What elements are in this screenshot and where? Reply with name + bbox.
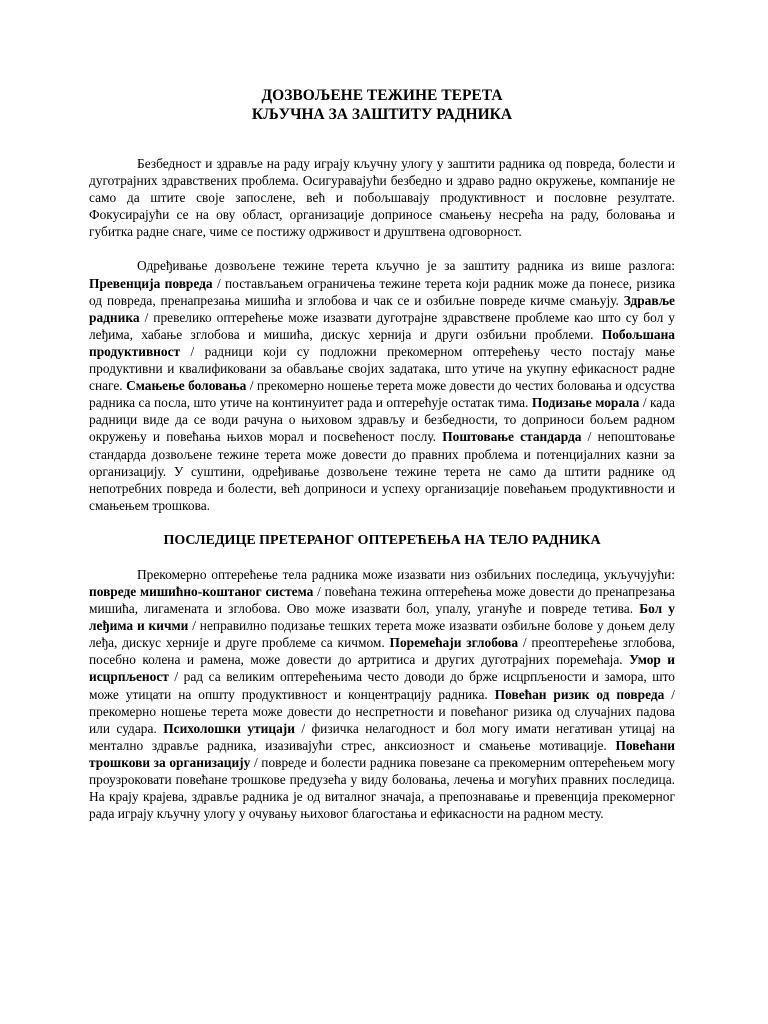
consequence-text: / неправилно подизање тешких терета може изазвати озбиљне болове у доњем делу леђа, дискус херније и друге проблеме са кичмом.	[89, 618, 675, 651]
document-title	[89, 86, 675, 124]
consequence-text: / преоптерећење зглобова, посебно колена и рамена, може довести до артритиса и других дуготрајних поремећаја.	[89, 635, 675, 668]
consequence-heading: Повећани трошкови за организацију	[89, 737, 675, 770]
document-page	[89, 86, 675, 822]
reason-text: / радници који су подложни прекомерном оптерећењу често постају мање продуктивни и квалификовани за обављање својих задатака, што утиче на укупну ефикасност радне снаге.	[89, 343, 675, 394]
reason-text: / када радници виде да се води рачуна о њиховом здрављу и безбедности, то доприноси бољем радном окружењу и повећања њихов морал и посвећеност послу.	[89, 395, 675, 445]
reason-heading: Превенција повреда	[89, 275, 213, 291]
reason-text: / постављањем ограничења тежине терета који радник може да понесе, ризика од повреда, пренапрезања мишића и зглобова и чак се и озбиљне повреде кичме смањују.	[89, 275, 676, 308]
reason-heading: Подизање морала	[531, 395, 640, 411]
paragraph-consequences	[89, 566, 675, 822]
title-line-1: ДОЗВОЉЕНЕ ТЕЖИНЕ ТЕРЕТА	[261, 87, 503, 104]
consequence-text: / повећана тежина оптерећења може довести до пренапрезања мишића, лигамената и зглобова. Ово може изазвати бол, упалу, угануће и повреде тетива.	[89, 583, 675, 617]
consequence-heading: Бол у леђима и кичми	[89, 601, 675, 634]
reason-heading: Побољшана продуктивност	[89, 326, 675, 359]
reason-heading: Смањење боловања	[126, 378, 247, 394]
title-line-2: КЉУЧНА ЗА ЗАШТИТУ РАДНИКА	[251, 106, 513, 123]
paragraph-reasons	[89, 257, 675, 513]
consequence-text: / рад са великим оптерећењима често доводи до брже исцрпљености и замора, што може утицати на општу продуктивност и концентрацију радника.	[89, 669, 675, 702]
section-subtitle: ПОСЛЕДИЦЕ ПРЕТЕРАНОГ ОПТЕРЕЋЕЊА НА ТЕЛО РАДНИКА	[163, 532, 601, 548]
reason-heading: Поштовање стандарда	[442, 429, 582, 445]
consequence-heading: повреде мишићно-коштаног система	[89, 583, 314, 599]
paragraph-intro: Безбедност и здравље на раду играју кључну улогу у заштити радника од повреда, болести и дуготрајних здравствених проблема. Осигуравајући безбедно и здраво радно окружење, компаније не само да штите своје запослене, већ и побољшавају продуктивност и пословне резултате. Фокусирајући се на ову област, организације доприносе смањењу несрећа на раду, боловања и губитка радне снаге, чиме се постижу одрживост и друштвена одговорност.	[89, 156, 675, 240]
consequence-text: / прекомерно ношење терета може довести до неспретности и повећаног ризика од случајних падова или судара.	[89, 686, 675, 736]
paragraph-reasons-intro: Одређивање дозвољене тежине терета кључно је за заштиту радника из више разлога:	[137, 258, 675, 274]
consequence-text: / повреде и болести радника повезане са прекомерним оптерећењем могу проузроковати повећане трошкове предузећа у виду боловања, лечења и могућих правних последица. На крају крајева, здравље радника је од виталног значаја, а препознавање и превенција прекомерног рада играју кључну улогу у очувању њиховог благостања и ефикасности на радном месту.	[89, 754, 675, 822]
reason-heading: Здравље радника	[89, 292, 675, 325]
reason-text: / непоштовање стандарда дозвољене тежине терета може довести до правних проблема и потенцијалних казни за организацију. У суштини, одређивање дозвољене тежине терета не само да штити раднике од непотребних повреда и болести, већ доприноси и успеху организације повећањем продуктивности и смањењем трошкова.	[89, 429, 675, 513]
consequence-heading: Повећан ризик од повреда	[494, 686, 665, 702]
consequence-text: / физичка нелагодност и бол могу имати негативан утицај на ментално здравље радника, изазивајући стрес, анксиозност и смањење мотивације.	[89, 720, 675, 753]
reason-text: / превелико оптерећење може изазвати дуготрајне здравствене проблеме као што су бол у леђима, хабање зглобова и мишића, дискус хернија и други озбиљни проблеми.	[89, 309, 675, 342]
consequence-heading: Поремећаји зглобова	[389, 635, 519, 651]
consequence-heading: Психолошки утицаји	[163, 720, 295, 736]
paragraph-consequences-intro: Прекомерно оптерећење тела радника може изазвати низ озбиљних последица, укључујући:	[137, 566, 675, 582]
reason-text: / прекомерно ношење терета може довести до честих боловања и одсуства радника са посла, што утиче на континуитет рада и оптерећује остатак тима.	[89, 378, 675, 411]
consequence-heading: Умор и исцрпљеност	[89, 652, 676, 685]
